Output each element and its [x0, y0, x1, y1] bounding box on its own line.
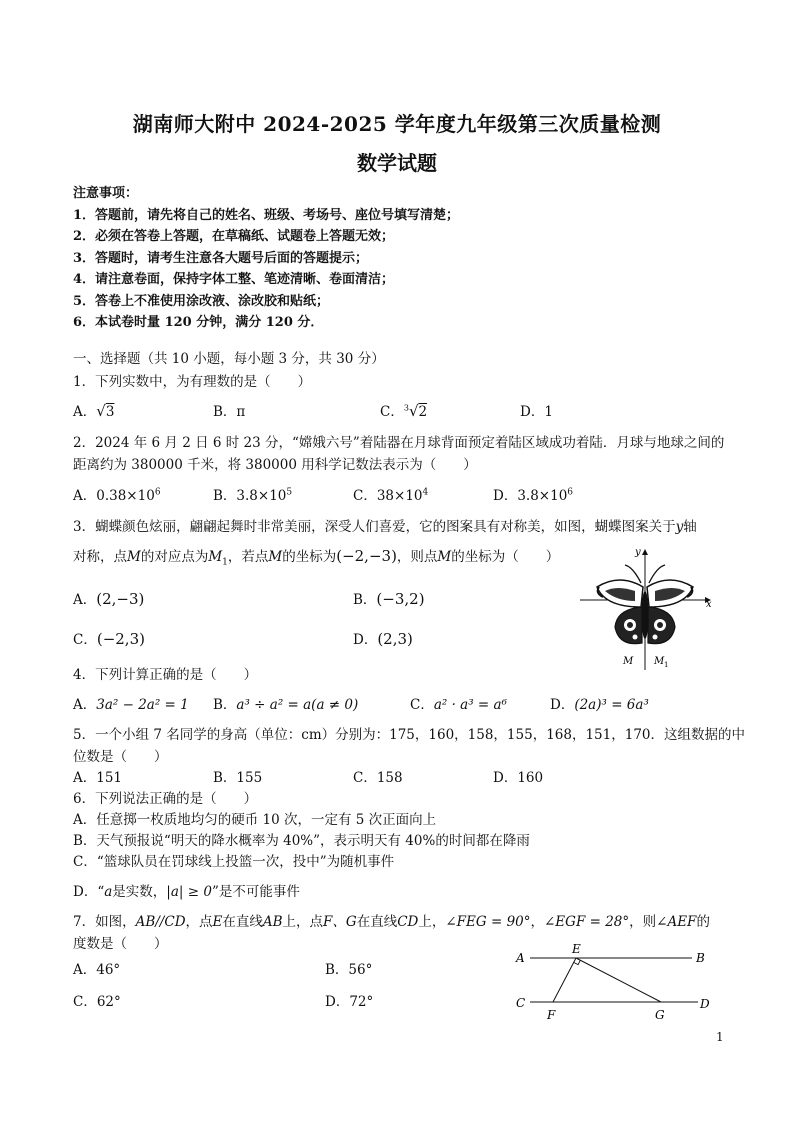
fig-label-b: B — [696, 951, 705, 965]
q6-option-a: A．任意掷一枚质地均匀的硬币 10 次，一定有 5 次正面向上 — [73, 812, 437, 828]
notes-block — [73, 183, 459, 334]
butterfly-figure — [575, 545, 720, 673]
q2-option-d: D．$3.8\times 10^6$ — [493, 487, 574, 504]
q3-stem-line2: 对称，点M的对应点为$M_1$，若点M的坐标为(−2,−3)，则点M的坐标为（ ） — [73, 547, 560, 568]
q7-option-d: D．72° — [325, 994, 374, 1010]
q4-option-c: C．a² · a³ = a⁶ — [410, 697, 507, 713]
parallel-lines-figure — [508, 942, 720, 1024]
notes-item: 4．请注意卷面，保持字体工整、笔迹清晰、卷面清洁； — [73, 272, 395, 287]
section-heading: 一、选择题（共 10 小题，每小题 3 分，共 30 分） — [73, 351, 385, 367]
q1-stem: 1．下列实数中，为有理数的是（ ） — [73, 374, 312, 390]
q4-option-b: B．a³ ÷ a² = a(a ≠ 0) — [213, 697, 359, 713]
fig-label-g: G — [655, 1008, 665, 1022]
notes-item: 5．答卷上不准使用涂改液、涂改胶和贴纸； — [73, 293, 330, 309]
page-number: 1 — [716, 1030, 724, 1044]
fig-x-label: x — [706, 599, 712, 610]
q5-option-a: A．151 — [73, 770, 123, 786]
fig-y-label: y — [635, 547, 641, 558]
fig-label-a: A — [516, 951, 525, 965]
q2-option-a: A．$0.38\times 10^6$ — [73, 487, 161, 504]
q7-option-c: C．62° — [73, 994, 121, 1010]
exam-title: 湖南师大附中 2024-2025 学年度九年级第三次质量检测 — [132, 112, 662, 136]
notes-heading: 注意事项： — [73, 186, 139, 201]
q7-stem-line1: 7．如图，AB//CD，点E在直线AB上，点F、G在直线CD上，∠FEG = 90°，∠EGF = 28°，则∠AEF的 — [73, 914, 710, 930]
q5-option-b: B．155 — [213, 770, 263, 786]
q1-option-b: B．π — [213, 404, 246, 420]
q2-option-b: B．$3.8\times 10^5$ — [213, 487, 293, 504]
q3-option-a: A．(2,−3) — [73, 590, 145, 608]
q4-option-a: A．3a² − 2a² = 1 — [73, 697, 189, 713]
fig-label-f: F — [547, 1008, 556, 1022]
q6-option-c: C．“篮球队员在罚球线上投篮一次，投中”为随机事件 — [73, 854, 395, 870]
q4-stem: 4．下列计算正确的是（ ） — [73, 667, 258, 683]
fig-label-c: C — [516, 996, 526, 1010]
q4-option-d: D．(2a)³ = 6a³ — [550, 697, 649, 713]
q7-option-b: B．56° — [325, 962, 373, 978]
q6-stem: 6．下列说法正确的是（ ） — [73, 791, 258, 807]
q5-option-c: C．158 — [353, 770, 403, 786]
q7-option-a: A．46° — [73, 962, 121, 978]
q6-option-b: B．天气预报说“明天的降水概率为 40%”，表示明天有 40%的时间都在降雨 — [73, 833, 530, 849]
q7-stem-line2: 度数是（ ） — [73, 936, 168, 952]
q3-option-c: C．(−2,3) — [73, 630, 145, 648]
q2-stem-line1: 2．2024 年 6 月 2 日 6 时 23 分，“嫦娥六号”着陆器在月球背面预定着陆区域成功着陆．月球与地球之间的 — [73, 435, 725, 451]
fig-label-e: E — [572, 942, 581, 956]
q3-option-b: B．(−3,2) — [353, 590, 425, 608]
q5-stem-line2: 位数是（ ） — [73, 749, 168, 765]
q5-option-d: D．160 — [493, 770, 544, 786]
notes-item: 1．答题前，请先将自己的姓名、班级、考场号、座位号填写清楚； — [73, 207, 460, 223]
q3-option-d: D．(2,3) — [353, 630, 413, 648]
fig-label-d: D — [700, 997, 710, 1011]
fig-m1-label: M — [654, 656, 665, 667]
notes-item: 6．本试卷时量 120 分钟，满分 120 分． — [73, 315, 324, 330]
svg-text:1: 1 — [664, 661, 669, 669]
q5-stem-line1: 5．一个小组 7 名同学的身高（单位：cm）分别为：175，160，158，155，168，151，170．这组数据的中 — [73, 727, 745, 743]
q1-option-d: D．1 — [520, 404, 553, 420]
fig-m-label: M — [623, 656, 634, 667]
q2-stem-line2: 距离约为 380000 千米，将 380000 用科学记数法表示为（ ） — [73, 457, 477, 473]
q2-option-c: C．$38\times 10^4$ — [353, 487, 429, 504]
q1-option-c: C．$^3$√2 — [380, 402, 428, 420]
q1-option-a: A．√3 — [73, 402, 115, 420]
q6-option-d: D．“a是实数，|a| ≥ 0”是不可能事件 — [73, 884, 300, 900]
notes-item: 2．必须在答卷上答题，在草稿纸、试题卷上答题无效； — [73, 229, 395, 244]
exam-subtitle: 数学试题 — [357, 151, 437, 175]
notes-item: 3．答题时，请考生注意各大题号后面的答题提示； — [73, 250, 369, 266]
q3-stem-line1: 3．蝴蝶颜色炫丽，翩翩起舞时非常美丽，深受人们喜爱，它的图案具有对称美，如图，蝴蝶图案关于y轴 — [73, 519, 697, 535]
